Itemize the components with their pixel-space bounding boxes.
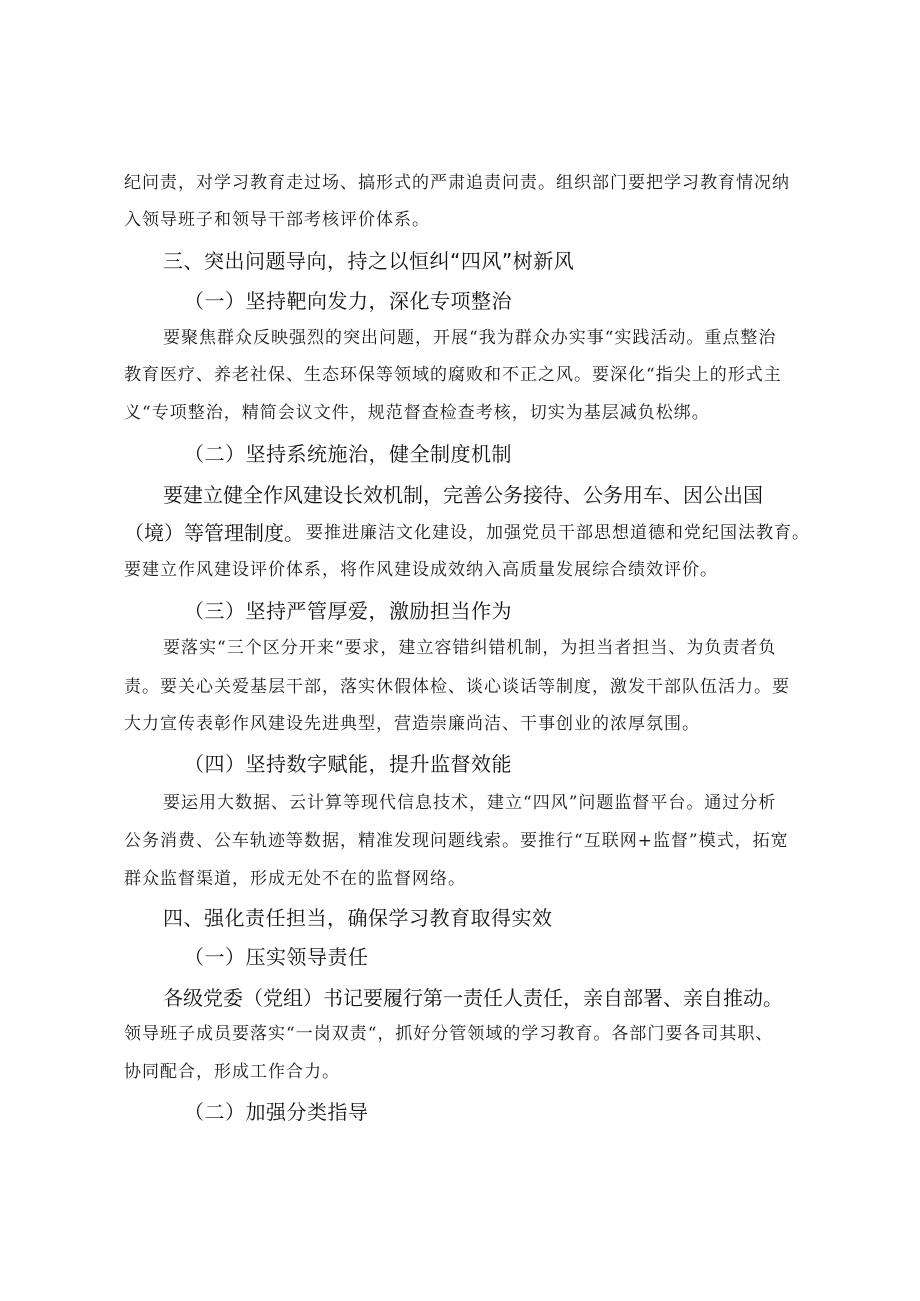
paragraph-line-9: 责。要关心关爱基层干部，落实休假体检、谈心谈话等制度，激发干部队伍活力。要 bbox=[124, 677, 790, 697]
emphasis-line-2: （境）等管理制度。 bbox=[124, 521, 304, 545]
paragraph-line-10: 大力宣传表彰作风建设先进典型，营造崇廉尚洁、干事创业的浓厚氛围。 bbox=[124, 714, 700, 734]
paragraph-line-5: 义“专项整治，精简会议文件，规范督查检查考核，切实为基层减负松绑。 bbox=[124, 403, 710, 423]
paragraph-line-6: 要推进廉洁文化建设，加强党员干部思想道德和党纪国法教育。 bbox=[306, 523, 810, 543]
paragraph-line-12: 公务消费、公车轨迹等数据，精准发现问题线索。要推行“互联网+监督”模式，拓宽 bbox=[124, 831, 789, 851]
emphasis-line-1: 要建立健全作风建设长效机制，完善公务接待、公务用车、因公出国 bbox=[163, 483, 763, 507]
paragraph-line-3: 要聚焦群众反映强烈的突出问题，开展“我为群众办实事“实践活动。重点整治 bbox=[163, 328, 777, 348]
paragraph-line-1: 纪问责，对学习教育走过场、搞形式的严肃追责问责。组织部门要把学习教育情况纳 bbox=[124, 173, 790, 193]
paragraph-line-8: 要落实“三个区分开来“要求，建立容错纠错机制，为担当者担当、为负责者负 bbox=[163, 638, 777, 658]
paragraph-line-14: 领导班子成员要落实“一岗双责“，抓好分管领域的学习教育。各部门要各司其职、 bbox=[124, 1024, 774, 1044]
paragraph-line-13: 群众监督渠道，形成无处不在的监督网络。 bbox=[124, 869, 466, 889]
subsection-3-3-heading: （三）坚持严管厚爱，激励担当作为 bbox=[184, 599, 512, 623]
section-4-heading: 四、强化责任担当，确保学习教育取得实效 bbox=[163, 906, 553, 930]
subsection-3-1-heading: （一）坚持靶向发力，深化专项整治 bbox=[184, 289, 512, 313]
paragraph-line-7: 要建立作风建设评价体系，将作风建设成效纳入高质量发展综合绩效评价。 bbox=[124, 560, 718, 580]
paragraph-line-4: 教育医疗、养老社保、生态环保等领域的腐败和不正之风。要深化“指尖上的形式主 bbox=[124, 365, 782, 385]
subsection-3-2-heading: （二）坚持系统施治，健全制度机制 bbox=[184, 442, 512, 466]
section-3-heading: 三、突出问题导向，持之以恒纠“四风”树新风 bbox=[163, 249, 575, 273]
subsection-4-2-heading: （二）加强分类指导 bbox=[184, 1100, 369, 1124]
paragraph-line-2: 入领导班子和领导干部考核评价体系。 bbox=[124, 210, 430, 230]
subsection-4-1-heading: （一）压实领导责任 bbox=[184, 945, 369, 969]
emphasis-line-3: 各级党委（党组）书记要履行第一责任人责任，亲自部署、亲自推动。 bbox=[163, 986, 783, 1010]
paragraph-line-15: 协同配合，形成工作合力。 bbox=[124, 1062, 340, 1082]
paragraph-line-11: 要运用大数据、云计算等现代信息技术，建立“四风”问题监督平台。通过分析 bbox=[163, 793, 777, 813]
subsection-3-4-heading: （四）坚持数字赋能，提升监督效能 bbox=[184, 752, 512, 776]
